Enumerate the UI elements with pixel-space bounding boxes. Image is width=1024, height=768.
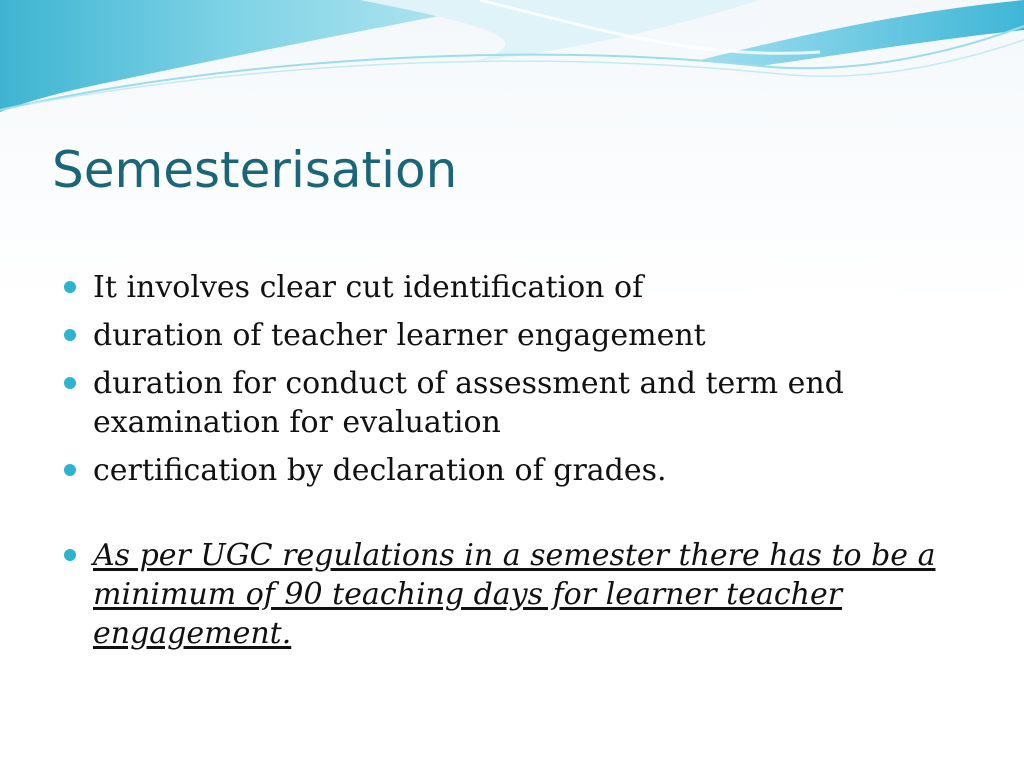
- bullet-list: [64, 268, 964, 662]
- bullet-text: duration for conduct of assessment and term end examination for evaluation: [93, 366, 844, 440]
- ugc-note-text: As per UGC regulations in a semester there has to be a minimum of 90 teaching days for learner teacher engagement.: [93, 538, 936, 651]
- bullet-dot-icon: [64, 464, 76, 476]
- list-item: [64, 316, 964, 355]
- bullet-dot-icon: [64, 281, 76, 293]
- ugc-note-item: [64, 536, 964, 653]
- bullet-text: duration of teacher learner engagement: [93, 318, 706, 353]
- bullet-dot-icon: [64, 549, 76, 561]
- list-item: [64, 451, 964, 490]
- bullet-dot-icon: [64, 329, 76, 341]
- header-wave-decoration: [0, 0, 1024, 120]
- bullet-dot-icon: [64, 377, 76, 389]
- bullet-text: certification by declaration of grades.: [93, 453, 667, 488]
- list-item: [64, 364, 964, 442]
- bullet-text: It involves clear cut identification of: [93, 270, 644, 305]
- slide-title: Semesterisation: [52, 141, 458, 199]
- list-item: [64, 268, 964, 307]
